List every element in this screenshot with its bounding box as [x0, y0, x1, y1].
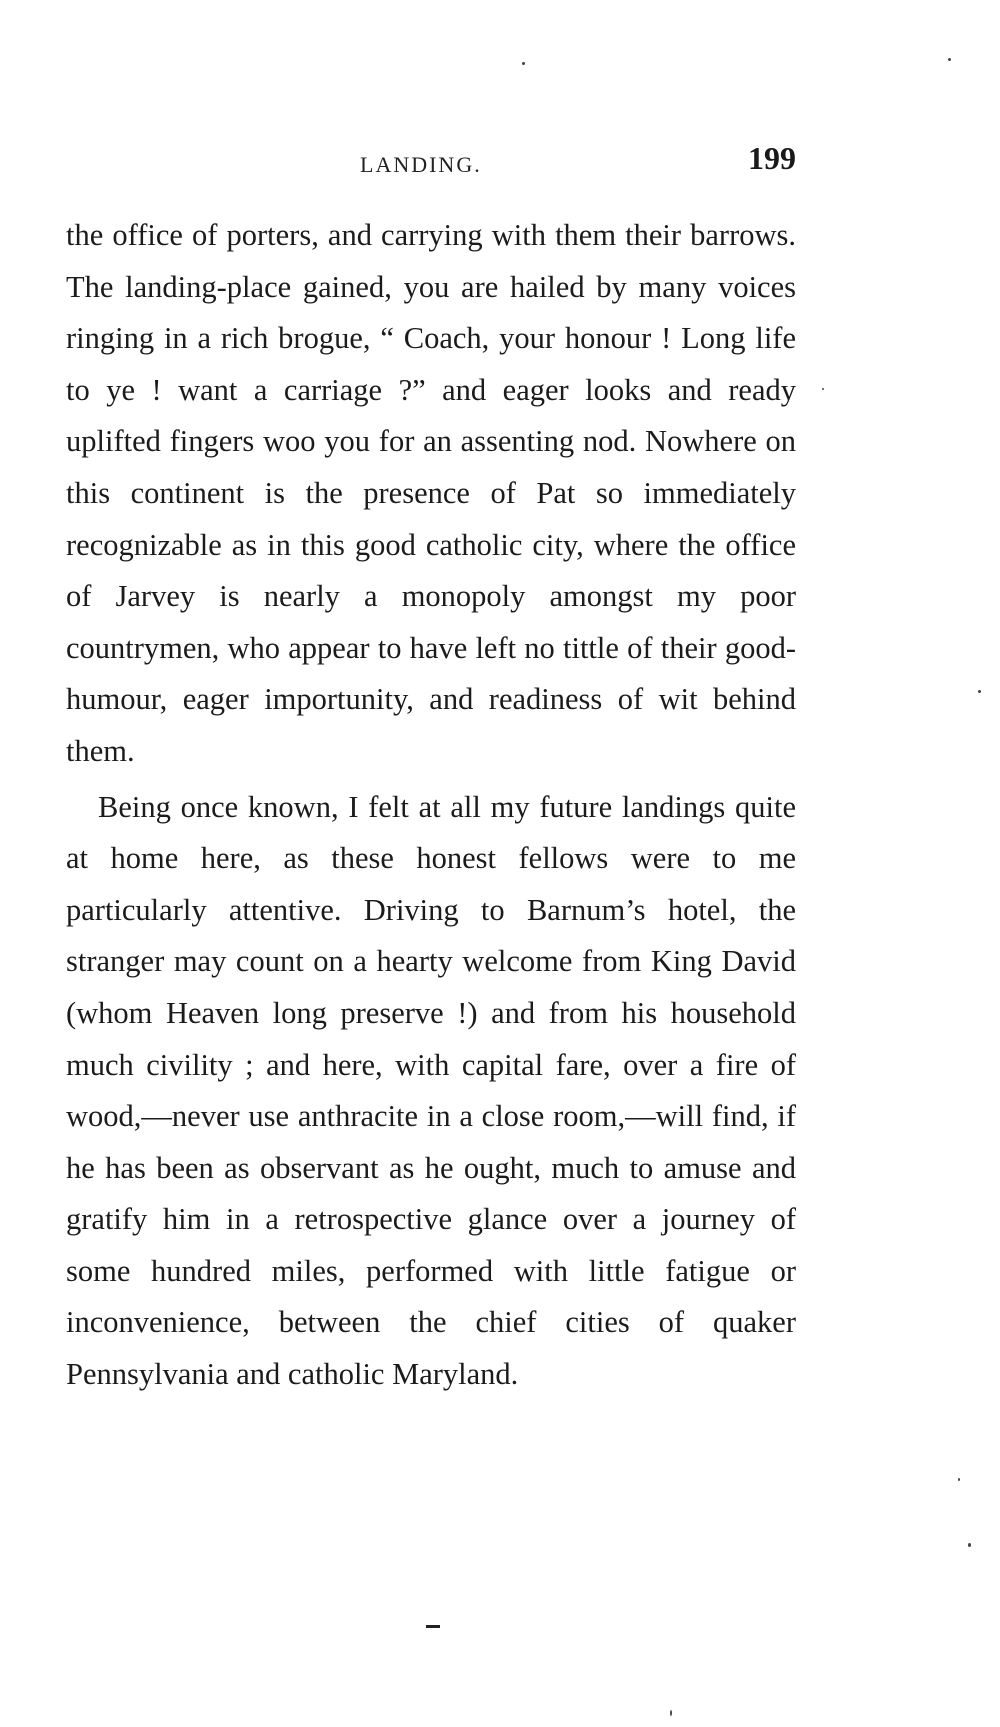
scan-speck — [822, 388, 824, 390]
footer-mark — [426, 1625, 440, 1628]
paragraph-1: the office of porters, and carrying with them their barrows. The landing-place gained, you are hailed by many voices ringing in a rich brogue, “ Coach, your honour ! Long life to ye ! want a carriage ?” and eager looks and ready uplifted fingers woo you for an assenting nod. Nowhere on this continent is the presence of Pat so immediately recognizable as in this good catholic city, where the office of Jarvey is nearly a monopoly amongst my poor countrymen, who appear to have left no tittle of their good-humour, eager importunity, and readiness of wit behind them. — [66, 218, 796, 768]
scan-speck — [948, 58, 951, 61]
paragraph-2: Being once known, I felt at all my future landings quite at home here, as these honest fellows were to me particularly attentive. Driving to Barnum’s hotel, the stranger may count on a hearty welcome from King David (whom Heaven long preserve !) and from his household much civility ; and here, with capital fare, over a fire of wood,—never use anthracite in a close room,—will find, if he has been as observant as he ought, much to amuse and gratify him in a retrospective glance over a journey of some hundred miles, performed with little fatigue or inconvenience, between the chief cities of quaker Pennsylvania and catholic Maryland. — [66, 789, 796, 1392]
scan-speck — [958, 1478, 960, 1481]
scan-speck — [670, 1710, 672, 1716]
chapter-title: LANDING. — [360, 152, 482, 177]
body-text — [66, 210, 796, 1401]
scan-speck — [522, 62, 525, 65]
scan-speck — [968, 1543, 971, 1547]
scan-speck — [978, 690, 981, 693]
running-head — [66, 138, 796, 188]
page-number: 199 — [748, 140, 796, 176]
